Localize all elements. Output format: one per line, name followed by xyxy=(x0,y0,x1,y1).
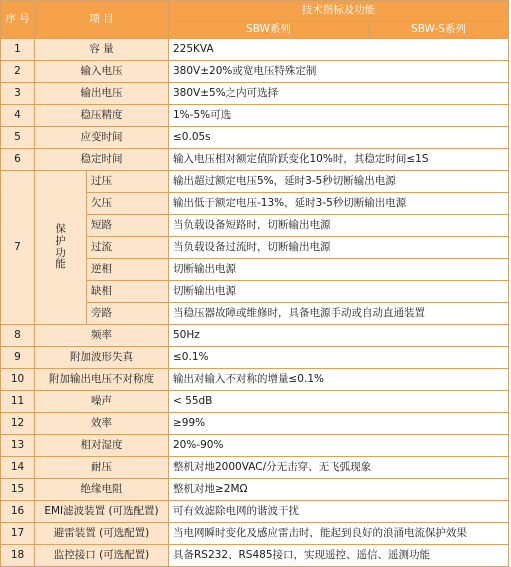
row-item: 附加波形失真 xyxy=(35,347,169,369)
row-number: 9 xyxy=(1,347,35,369)
protection-label xyxy=(35,171,87,325)
protection-label-char: 功 xyxy=(55,246,66,259)
row-item: 输出电压 xyxy=(35,83,169,105)
row-number: 6 xyxy=(1,149,35,171)
row-value: 20%-90% xyxy=(169,435,509,457)
row-value: 当电网瞬时变化及感应雷击时，能起到良好的浪涌电流保护效果 xyxy=(169,523,509,545)
table-row xyxy=(1,39,509,61)
table-row xyxy=(1,523,509,545)
row-value: 50Hz xyxy=(169,325,509,347)
header-item: 项 目 xyxy=(35,1,169,39)
row-number: 1 xyxy=(1,39,35,61)
row-item: 耐压 xyxy=(35,457,169,479)
protection-item: 过压 xyxy=(87,171,169,193)
row-item: 稳压精度 xyxy=(35,105,169,127)
table-row xyxy=(1,391,509,413)
table-row xyxy=(1,435,509,457)
protection-row xyxy=(1,171,509,193)
row-value: 1%-5%可选 xyxy=(169,105,509,127)
protection-item: 过流 xyxy=(87,237,169,259)
row-number: 13 xyxy=(1,435,35,457)
row-value: 225KVA xyxy=(169,39,509,61)
protection-label-char: 保 xyxy=(55,223,66,236)
header-tech-spec: 技术指标及功能 xyxy=(169,1,509,22)
header-no: 序 号 xyxy=(1,1,35,39)
protection-value: 当稳压器故障或维修时，具备电源手动或自动直通装置 xyxy=(169,303,509,325)
row-item: 监控接口 (可选配置) xyxy=(35,545,169,567)
protection-value: 输出低于额定电压-13%，延时3-5秒切断输出电源 xyxy=(169,193,509,215)
row-value: 具备RS232、RS485接口，实现遥控、遥信、遥测功能 xyxy=(169,545,509,567)
row-number: 17 xyxy=(1,523,35,545)
row-item: 容 量 xyxy=(35,39,169,61)
protection-item: 短路 xyxy=(87,215,169,237)
protection-item: 欠压 xyxy=(87,193,169,215)
protection-value: 切断输出电源 xyxy=(169,259,509,281)
header-model-sbw: SBW系列 xyxy=(169,22,369,39)
row-number: 4 xyxy=(1,105,35,127)
row-number: 5 xyxy=(1,127,35,149)
row-item: 稳定时间 xyxy=(35,149,169,171)
row-number: 2 xyxy=(1,61,35,83)
protection-item: 逆相 xyxy=(87,259,169,281)
table-row xyxy=(1,325,509,347)
table-row xyxy=(1,149,509,171)
row-number: 15 xyxy=(1,479,35,501)
row-number: 12 xyxy=(1,413,35,435)
row-item: EMI滤波装置 (可选配置) xyxy=(35,501,169,523)
table-row xyxy=(1,413,509,435)
protection-value: 输出超过额定电压5%，延时3-5秒切断输出电源 xyxy=(169,171,509,193)
row-value: 输出对输入不对称的增量≤0.1% xyxy=(169,369,509,391)
protection-label-char: 护 xyxy=(55,234,66,247)
row-item: 效率 xyxy=(35,413,169,435)
row-value: 整机对地2000VAC/分无击穿、无飞弧现象 xyxy=(169,457,509,479)
row-value: 整机对地≥2MΩ xyxy=(169,479,509,501)
row-item: 应变时间 xyxy=(35,127,169,149)
row-item: 附加输出电压不对称度 xyxy=(35,369,169,391)
row-number: 11 xyxy=(1,391,35,413)
row-value: 380V±20%或宽电压特殊定制 xyxy=(169,61,509,83)
table-row xyxy=(1,127,509,149)
table-row xyxy=(1,83,509,105)
row-value: 输入电压相对额定值阶跃变化10%时，其稳定时间≤1S xyxy=(169,149,509,171)
row-number: 18 xyxy=(1,545,35,567)
protection-item: 缺相 xyxy=(87,281,169,303)
row-number: 14 xyxy=(1,457,35,479)
header-row xyxy=(1,1,509,22)
table-row xyxy=(1,105,509,127)
table-row xyxy=(1,457,509,479)
table-row xyxy=(1,501,509,523)
row-value: 可有效滤除电网的谐波干扰 xyxy=(169,501,509,523)
protection-value: 当负载设备过流时，切断输出电源 xyxy=(169,237,509,259)
row-item: 输入电压 xyxy=(35,61,169,83)
table-row xyxy=(1,61,509,83)
row-value: ≤0.05s xyxy=(169,127,509,149)
row-value: 380V±5%之内可选择 xyxy=(169,83,509,105)
protection-value: 切断输出电源 xyxy=(169,281,509,303)
row-item: 频率 xyxy=(35,325,169,347)
row-number: 16 xyxy=(1,501,35,523)
protection-label-char: 能 xyxy=(55,258,66,271)
table-row xyxy=(1,479,509,501)
row-number: 3 xyxy=(1,83,35,105)
table-row xyxy=(1,347,509,369)
row-value: ≥99% xyxy=(169,413,509,435)
row-number: 7 xyxy=(1,171,35,325)
protection-value: 当负载设备短路时，切断输出电源 xyxy=(169,215,509,237)
row-item: 绝缘电阻 xyxy=(35,479,169,501)
row-number: 10 xyxy=(1,369,35,391)
row-number: 8 xyxy=(1,325,35,347)
row-item: 噪声 xyxy=(35,391,169,413)
row-value: < 55dB xyxy=(169,391,509,413)
row-item: 相对湿度 xyxy=(35,435,169,457)
table-row xyxy=(1,369,509,391)
header-model-sbw-s: SBW-S系列 xyxy=(369,22,509,39)
row-item: 避雷装置 (可选配置) xyxy=(35,523,169,545)
row-value: ≤0.1% xyxy=(169,347,509,369)
protection-item: 旁路 xyxy=(87,303,169,325)
